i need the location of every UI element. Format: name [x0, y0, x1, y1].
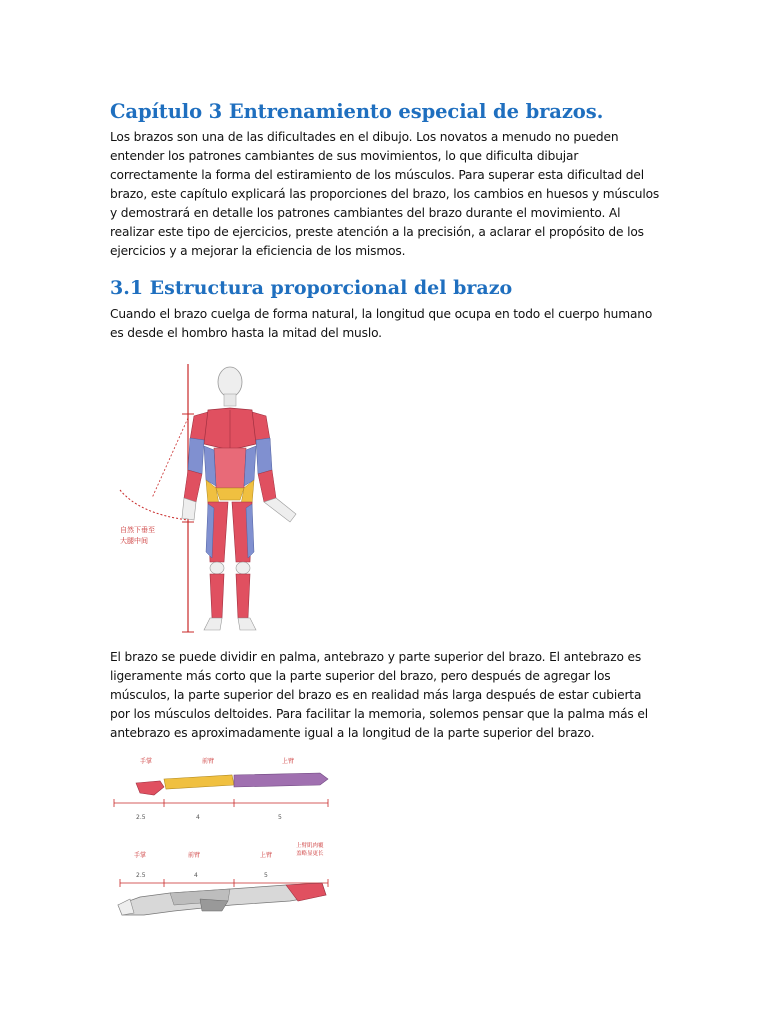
- top-label-upper-arm: 上臂: [282, 758, 295, 765]
- bottom-note-line-1: 上臂肌肉覆: [296, 843, 324, 849]
- bottom-ratio-forearm: 4: [194, 872, 198, 879]
- figure-1-annotation-line-1: 自然下垂至: [120, 526, 155, 534]
- bottom-label-forearm: 前臂: [188, 852, 201, 859]
- chapter-heading: Capítulo 3 Entrenamiento especial de brazos.: [110, 100, 604, 123]
- top-ratio-palm: 2.5: [136, 814, 146, 821]
- bottom-ratio-upper-arm: 5: [264, 872, 268, 879]
- top-label-palm: 手掌: [140, 758, 153, 765]
- intro-paragraph: Los brazos son una de las dificultades en el dibujo. Los novatos a menudo no pueden entender los patrones cambiantes de sus movimientos, lo que dificulta dibujar correctamente la forma del estiramiento de los músculos. Para superar esta dificultad del brazo, este capítulo explicará las proporciones del brazo, los cambios en huesos y músculos y demostrará en detalle los patrones cambiantes del brazo durante el movimiento. Al realizar este tipo de ejercicios, preste atención a la precisión, a aclarar el propósito de los ejercicios y a mejorar la eficiencia de los mismos.: [110, 130, 660, 258]
- bottom-label-upper-arm: 上臂: [260, 852, 273, 859]
- section-paragraph-1: Cuando el brazo cuelga de forma natural, la longitud que ocupa en todo el cuerpo humano es desde el hombro hasta la mitad del muslo.: [110, 307, 653, 340]
- top-label-forearm: 前臂: [202, 758, 215, 765]
- bottom-label-palm: 手掌: [134, 852, 147, 859]
- bottom-ratio-palm: 2.5: [136, 872, 146, 879]
- muscle-figure-illustration: [110, 362, 304, 634]
- section-paragraph-2: El brazo se puede dividir en palma, antebrazo y parte superior del brazo. El antebrazo es ligeramente más corto que la parte superior del brazo, pero después de agregar los músculos, la parte superior del brazo es en realidad más larga después de estar cubierta por los músculos deltoides. Para facilitar la memoria, solemos pensar que la palma más el antebrazo es aproximadamente igual a la longitud de la parte superior del brazo.: [110, 650, 648, 740]
- top-ratio-upper-arm: 5: [278, 814, 282, 821]
- top-ratio-forearm: 4: [196, 814, 200, 821]
- bottom-note-line-2: 盖略显更长: [296, 851, 324, 857]
- figure-1-annotation-line-2: 大腿中间: [120, 537, 148, 545]
- section-heading: 3.1 Estructura proporcional del brazo: [110, 277, 513, 299]
- arm-proportion-illustration: [110, 755, 330, 927]
